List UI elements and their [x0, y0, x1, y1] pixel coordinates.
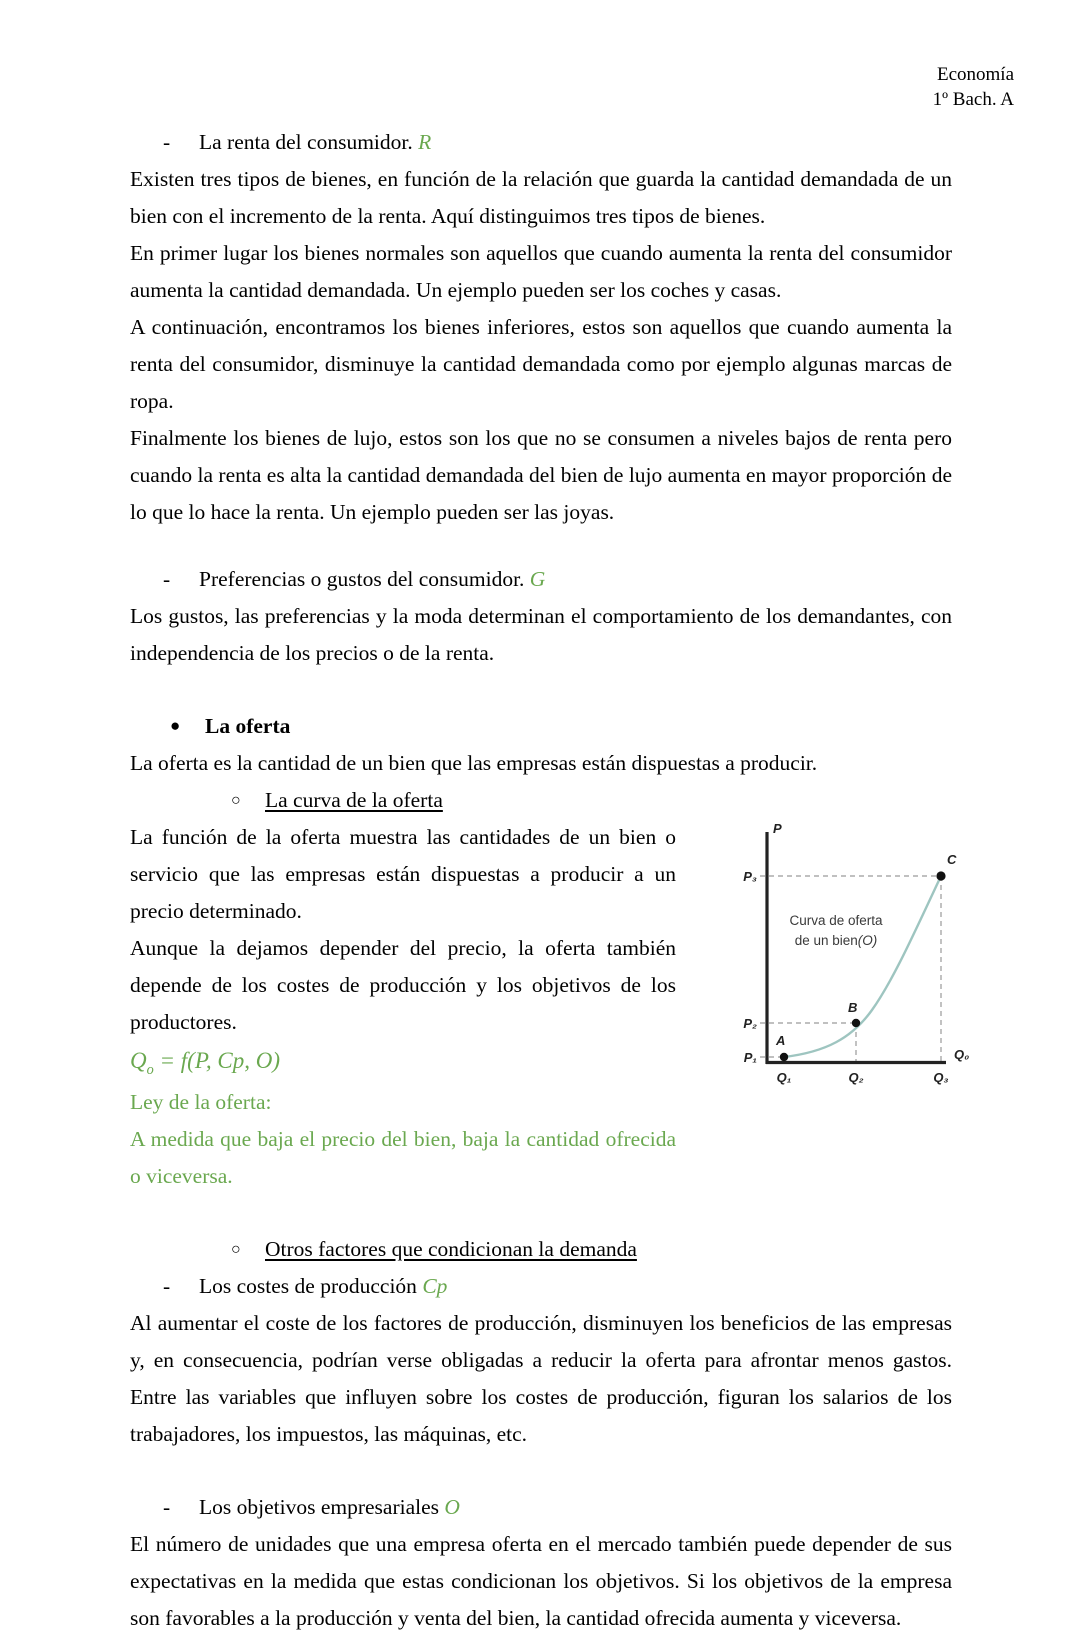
chart-ylabel: P	[773, 821, 782, 836]
header-subject: Economía	[936, 64, 1014, 85]
heading-la-oferta	[130, 708, 952, 745]
formula-expression: = f(P, Cp, O)	[153, 1048, 281, 1073]
dash-bullet-icon: -	[163, 130, 171, 154]
paragraph-objetivos: El número de unidades que una empresa oferta en el mercado también puede depender de sus expectativas en la medida que estas condicionan los objetivos. Si los objetivos de la empresa son favorables a la producción y venta del bien, la cantidad ofrecida aumenta y viceversa.	[130, 1532, 952, 1630]
spacer	[130, 531, 952, 561]
document-header	[933, 62, 1014, 112]
paragraph-oferta-definicion: La oferta es la cantidad de un bien que las empresas están dispuestas a producir.	[130, 751, 818, 775]
chart-xtick-q1: Q₁	[776, 1070, 792, 1085]
chart-xlabel: Q₀	[954, 1047, 970, 1062]
list-item-objetivos	[130, 1489, 952, 1526]
curva-text-column	[130, 819, 676, 1195]
list-item-preferencias-label: Preferencias o gustos del consumidor.	[199, 567, 525, 591]
spacer	[130, 672, 952, 708]
chart-xtick-q2: Q₂	[848, 1070, 864, 1085]
chart-label-c: C	[947, 852, 957, 867]
paragraph-aunque-dejamos: Aunque la dejamos depender del precio, la oferta también depende de los costes de producción y los objetivos de los productores.	[130, 936, 676, 1034]
formula-q: Q	[130, 1048, 147, 1073]
symbol-renta: R	[418, 130, 432, 154]
supply-curve-svg	[726, 814, 1026, 1134]
paragraph-existen: Existen tres tipos de bienes, en función de la relación que guarda la cantidad demandada de un bien con el incremento de la renta. Aquí distinguimos tres tipos de bienes.	[130, 167, 952, 228]
chart-annotation-line2-text: de un bien	[794, 933, 858, 948]
list-item-costes-label: Los costes de producción	[199, 1274, 417, 1298]
chart-supply-curve	[784, 876, 941, 1057]
dash-bullet-icon: -	[163, 1495, 171, 1519]
subheading-curva-oferta-label: La curva de la oferta	[265, 788, 443, 812]
hollow-circle-bullet-icon: ○	[231, 792, 241, 809]
list-item-renta-label: La renta del consumidor.	[199, 130, 413, 154]
chart-annotation	[789, 913, 883, 948]
list-item-preferencias	[130, 561, 952, 598]
dash-bullet-icon: -	[163, 1274, 171, 1298]
chart-label-a: A	[776, 1033, 786, 1048]
paragraph-inferiores: A continuación, encontramos los bienes inferiores, estos son aquellos que cuando aumenta la renta del consumidor, disminuye la cantidad demandada como por ejemplo algunas marcas de ropa.	[130, 315, 952, 413]
chart-ytick-p1: P₁	[743, 1050, 757, 1065]
formula-subscript: o	[146, 1061, 154, 1078]
paragraph-costes: Al aumentar el coste de los factores de producción, disminuyen los beneficios de las empresas y, en consecuencia, podrían verse obligadas a reducir la oferta para afrontar menos gastos. Entre las variables que influyen sobre los costes de producción, figuran los salarios de los trabajadores, los impuestos, las máquinas, etc.	[130, 1311, 952, 1446]
section-curva-oferta	[130, 819, 970, 1195]
document-body	[130, 124, 970, 1637]
header-course: 1º Bach. A	[932, 89, 1014, 110]
supply-curve-chart	[726, 814, 1026, 1134]
round-bullet-icon: ●	[170, 716, 181, 735]
symbol-costes: Cp	[422, 1274, 448, 1298]
chart-annotation-line2	[795, 933, 878, 948]
spacer	[130, 1195, 952, 1231]
chart-xtick-q3: Q₃	[933, 1070, 949, 1085]
chart-annotation-line1: Curva de oferta	[789, 913, 883, 928]
chart-point-b	[852, 1019, 860, 1027]
chart-ytick-p3: P₃	[743, 869, 757, 884]
ley-oferta-text: A medida que baja el precio del bien, baja la cantidad ofrecida o viceversa.	[130, 1127, 676, 1188]
ley-oferta-title: Ley de la oferta:	[130, 1090, 272, 1114]
dash-bullet-icon: -	[163, 567, 171, 591]
symbol-objetivos: O	[444, 1495, 460, 1519]
symbol-gustos: G	[529, 567, 546, 591]
chart-label-b: B	[848, 1000, 858, 1015]
chart-ytick-p2: P₂	[743, 1016, 757, 1031]
chart-data-points	[780, 871, 946, 1061]
list-item-objetivos-label: Los objetivos empresariales	[199, 1495, 440, 1519]
paragraph-lujo: Finalmente los bienes de lujo, estos son los que no se consumen a niveles bajos de renta pero cuando la renta es alta la cantidad demandada del bien de lujo aumenta en mayor proporción de lo que lo hace la renta. Un ejemplo pueden ser las joyas.	[130, 426, 952, 524]
subheading-otros-factores	[130, 1231, 952, 1268]
paragraph-funcion-oferta: La función de la oferta muestra las cantidades de un bien o servicio que las empresas están dispuestas a producir a un precio determinado.	[130, 825, 676, 923]
chart-annotation-symbol: (O)	[857, 933, 878, 948]
hollow-circle-bullet-icon: ○	[231, 1241, 241, 1258]
chart-x-ticks	[777, 1070, 949, 1085]
chart-point-a	[780, 1053, 788, 1061]
list-item-costes	[130, 1268, 952, 1305]
chart-point-c	[936, 871, 945, 880]
list-item-renta	[130, 124, 952, 161]
heading-la-oferta-label: La oferta	[205, 714, 291, 738]
chart-y-ticks	[743, 869, 757, 1065]
subheading-otros-factores-label: Otros factores que condicionan la demanda	[265, 1237, 637, 1261]
spacer	[130, 1453, 952, 1489]
paragraph-normales: En primer lugar los bienes normales son aquellos que cuando aumenta la renta del consumidor aumenta la cantidad demandada. Un ejemplo pueden ser los coches y casas.	[130, 241, 952, 302]
paragraph-gustos: Los gustos, las preferencias y la moda determinan el comportamiento de los demandantes, con independencia de los precios o de la renta.	[130, 604, 952, 665]
formula-oferta	[130, 1041, 676, 1084]
